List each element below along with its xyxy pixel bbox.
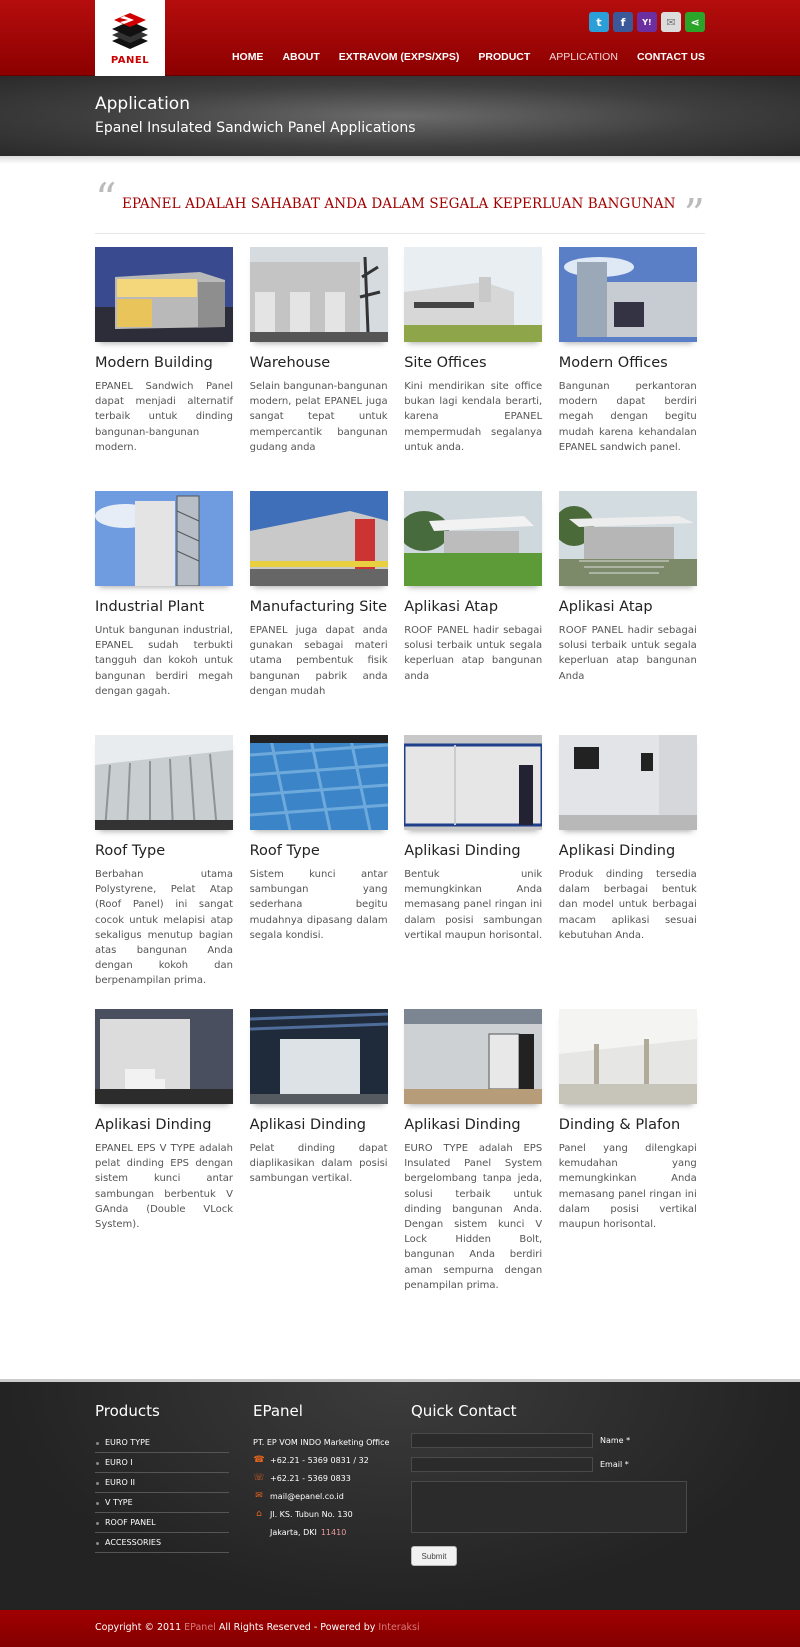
logo[interactable] <box>95 0 165 76</box>
application-description: EPANEL EPS V TYPE adalah pelat dinding EPS dengan sistem kunci antar sambungan berbentuk V GAnda (Double VLock System). <box>95 1143 233 1231</box>
copyright-text: Copyright © 2011 EPanel All Rights Reserved - Powered by Interaksi <box>95 1622 420 1633</box>
nav-about[interactable]: ABOUT <box>282 51 320 63</box>
main-nav <box>232 51 705 63</box>
application-image[interactable] <box>95 735 233 830</box>
application-description: ROOF PANEL hadir sebagai solusi terbaik untuk segala keperluan atap bangunan Anda <box>558 625 697 682</box>
footer-product-link[interactable]: ROOF PANEL <box>95 1513 229 1533</box>
email-label: Email * <box>600 1460 629 1469</box>
application-image[interactable] <box>404 491 542 586</box>
main-content <box>95 164 705 1339</box>
application-card <box>404 735 542 1009</box>
copyright-bar <box>0 1610 800 1647</box>
application-card <box>95 247 233 491</box>
application-image[interactable] <box>95 491 233 586</box>
application-image[interactable] <box>95 247 233 342</box>
application-title: Aplikasi Atap <box>558 599 653 615</box>
application-card <box>559 735 697 1009</box>
name-input[interactable] <box>411 1433 593 1448</box>
footer-products <box>95 1402 229 1553</box>
application-image[interactable] <box>95 1009 233 1104</box>
application-image[interactable] <box>250 247 388 342</box>
application-image[interactable] <box>559 247 697 342</box>
application-description: Untuk bangunan industrial, EPANEL sudah terbukti tangguh dan kokoh untuk bangunan berdiri megah dengan gagah. <box>95 625 233 697</box>
application-card <box>559 1009 697 1339</box>
application-card <box>95 1009 233 1339</box>
application-card <box>404 491 542 735</box>
application-description: EPANEL Sandwich Panel dapat menjadi alternatif terbaik untuk dinding bangunan-bangunan modern. <box>95 381 233 453</box>
epanel-logo-icon <box>110 11 150 53</box>
application-card <box>559 491 697 735</box>
application-description: Berbahan utama Polystyrene, Pelat Atap (Roof Panel) ini sangat cocok untuk melapisi atap sekaligus menutup bagian atas bangunan Anda dengan kokoh dan berpenampilan prima. <box>95 869 233 987</box>
application-description: Sistem kunci antar sambungan yang sederhana begitu mudahnya dipasang dalam segala kondisi. <box>249 869 388 941</box>
address-city: Jakarta, DKI <box>270 1527 317 1537</box>
quote-open-icon: “ <box>95 174 117 223</box>
nav-extravom[interactable]: EXTRAVOM (EXPS/XPS) <box>338 51 460 63</box>
footer <box>0 1379 800 1610</box>
nav-application[interactable]: APPLICATION <box>549 51 618 63</box>
phone-icon: ☎ <box>253 1455 265 1465</box>
social-links <box>589 12 705 32</box>
application-image[interactable] <box>404 247 542 342</box>
application-title: Industrial Plant <box>95 599 205 615</box>
application-title: Aplikasi Dinding <box>249 1117 367 1133</box>
application-card <box>250 247 388 491</box>
footer-company <box>253 1402 389 1541</box>
footer-products-title: Products <box>95 1402 160 1420</box>
application-card <box>250 1009 388 1339</box>
application-card <box>404 1009 542 1339</box>
application-grid <box>95 247 705 1339</box>
application-card <box>250 735 388 1009</box>
application-card <box>95 735 233 1009</box>
page-title: Application <box>95 94 190 114</box>
application-title: Aplikasi Dinding <box>95 1117 212 1133</box>
nav-contact-us[interactable]: CONTACT US <box>636 51 705 63</box>
application-description: Produk dinding tersedia dalam berbagai bentuk dan model untuk berbagai macam aplikasi sesuai kebutuhan Anda. <box>558 869 697 941</box>
application-title: Roof Type <box>95 843 166 859</box>
name-label: Name * <box>600 1436 631 1445</box>
application-title: Warehouse <box>249 355 331 371</box>
application-title: Aplikasi Dinding <box>404 843 521 859</box>
application-image[interactable] <box>404 1009 542 1104</box>
submit-button[interactable]: Submit <box>411 1546 457 1566</box>
header <box>0 0 800 76</box>
application-description: Panel yang dilengkapi kemudahan yang memungkinkan Anda memasang panel ringan ini dalam posisi vertikal maupun horisontal. <box>558 1143 697 1231</box>
application-card <box>559 247 697 491</box>
application-image[interactable] <box>559 491 697 586</box>
application-image[interactable] <box>250 735 388 830</box>
footer-product-link[interactable]: EURO TYPE <box>95 1433 229 1453</box>
application-title: Roof Type <box>249 843 320 859</box>
yahoo-icon[interactable]: Y! <box>637 12 657 32</box>
email-input[interactable] <box>411 1457 593 1472</box>
application-image[interactable] <box>250 491 388 586</box>
logo-text: PANEL <box>110 54 150 66</box>
application-title: Modern Offices <box>558 355 668 371</box>
application-image[interactable] <box>250 1009 388 1104</box>
footer-product-link[interactable]: V TYPE <box>95 1493 229 1513</box>
application-title: Site Offices <box>404 355 487 371</box>
fax-icon: ☏ <box>253 1473 265 1483</box>
application-title: Manufacturing Site <box>249 599 388 615</box>
page-banner <box>0 76 800 156</box>
footer-product-link[interactable]: EURO I <box>95 1453 229 1473</box>
footer-product-link[interactable]: ACCESSORIES <box>95 1533 229 1553</box>
address-line: Jl. KS. Tubun No. 130 <box>270 1509 353 1519</box>
application-description: ROOF PANEL hadir sebagai solusi terbaik untuk segala keperluan atap bangunan anda <box>404 625 543 682</box>
home-icon: ⌂ <box>256 1509 262 1519</box>
application-description: Bentuk unik memungkinkan Anda memasang panel ringan ini dalam posisi sambungan vertikal maupun horisontal. <box>404 869 543 941</box>
facebook-icon[interactable]: f <box>613 12 633 32</box>
application-image[interactable] <box>404 735 542 830</box>
twitter-icon[interactable]: t <box>589 12 609 32</box>
nav-product[interactable]: PRODUCT <box>478 51 531 63</box>
application-image[interactable] <box>559 1009 697 1104</box>
application-title: Modern Building <box>95 355 213 371</box>
page-subtitle: Epanel Insulated Sandwich Panel Applications <box>95 120 416 136</box>
application-title: Aplikasi Dinding <box>404 1117 521 1133</box>
application-description: Bangunan perkantoran modern dapat berdiri megah dengan begitu mudah karena kehandalan EPANEL sandwich panel. <box>558 381 697 453</box>
application-card <box>250 491 388 735</box>
application-description: Selain bangunan-bangunan modern, pelat EPANEL juga sangat tepat untuk mempercantik bangunan gudang anda <box>249 381 388 453</box>
footer-company-title: EPanel <box>253 1402 303 1420</box>
slogan-text: EPANEL ADALAH SAHABAT ANDA DALAM SEGALA KEPERLUAN BANGUNAN <box>122 196 676 212</box>
application-description: Pelat dinding dapat diaplikasikan dalam posisi sambungan vertikal. <box>249 1143 388 1185</box>
copyright-brand-link[interactable]: EPanel <box>184 1622 216 1633</box>
application-description: EPANEL juga dapat anda gunakan sebagai materi utama pembentuk fisik bangunan pabrik anda dengan mudah <box>249 625 388 697</box>
company-name: PT. EP VOM INDO Marketing Office <box>253 1437 390 1447</box>
fax-number: +62.21 - 5369 0833 <box>270 1473 351 1483</box>
footer-product-link[interactable]: EURO II <box>95 1473 229 1493</box>
nav-home[interactable]: HOME <box>231 51 264 63</box>
email-icon[interactable]: ✉ <box>661 12 681 32</box>
address-postcode: 11410 <box>320 1527 347 1537</box>
share-icon[interactable]: ⋖ <box>685 12 705 32</box>
application-description: Kini mendirikan site office bukan lagi kendala berarti, karena EPANEL mempermudah segalanya untuk anda. <box>404 381 543 453</box>
application-image[interactable] <box>559 735 697 830</box>
message-textarea[interactable] <box>411 1481 687 1533</box>
application-title: Dinding & Plafon <box>558 1117 681 1133</box>
powered-by-link[interactable]: Interaksi <box>378 1622 420 1633</box>
quick-contact-title: Quick Contact <box>411 1402 517 1420</box>
email-icon: ✉ <box>255 1491 263 1501</box>
quote-close-icon: ” <box>683 190 705 239</box>
email-link[interactable]: mail@epanel.co.id <box>270 1491 344 1501</box>
phone-number: +62.21 - 5369 0831 / 32 <box>270 1455 369 1465</box>
application-title: Aplikasi Dinding <box>558 843 676 859</box>
application-description: EURO TYPE adalah EPS Insulated Panel System bergelombang tanpa jeda, solusi terbaik untuk dinding bangunan Anda. Dengan sistem kunci V Lock Hidden Bolt, bangunan Anda berdiri aman sempurna dengan penampilan prima. <box>404 1143 543 1291</box>
quick-contact-form <box>411 1402 687 1566</box>
application-title: Aplikasi Atap <box>404 599 499 615</box>
application-card <box>404 247 542 491</box>
application-card <box>95 491 233 735</box>
slogan <box>95 164 705 239</box>
